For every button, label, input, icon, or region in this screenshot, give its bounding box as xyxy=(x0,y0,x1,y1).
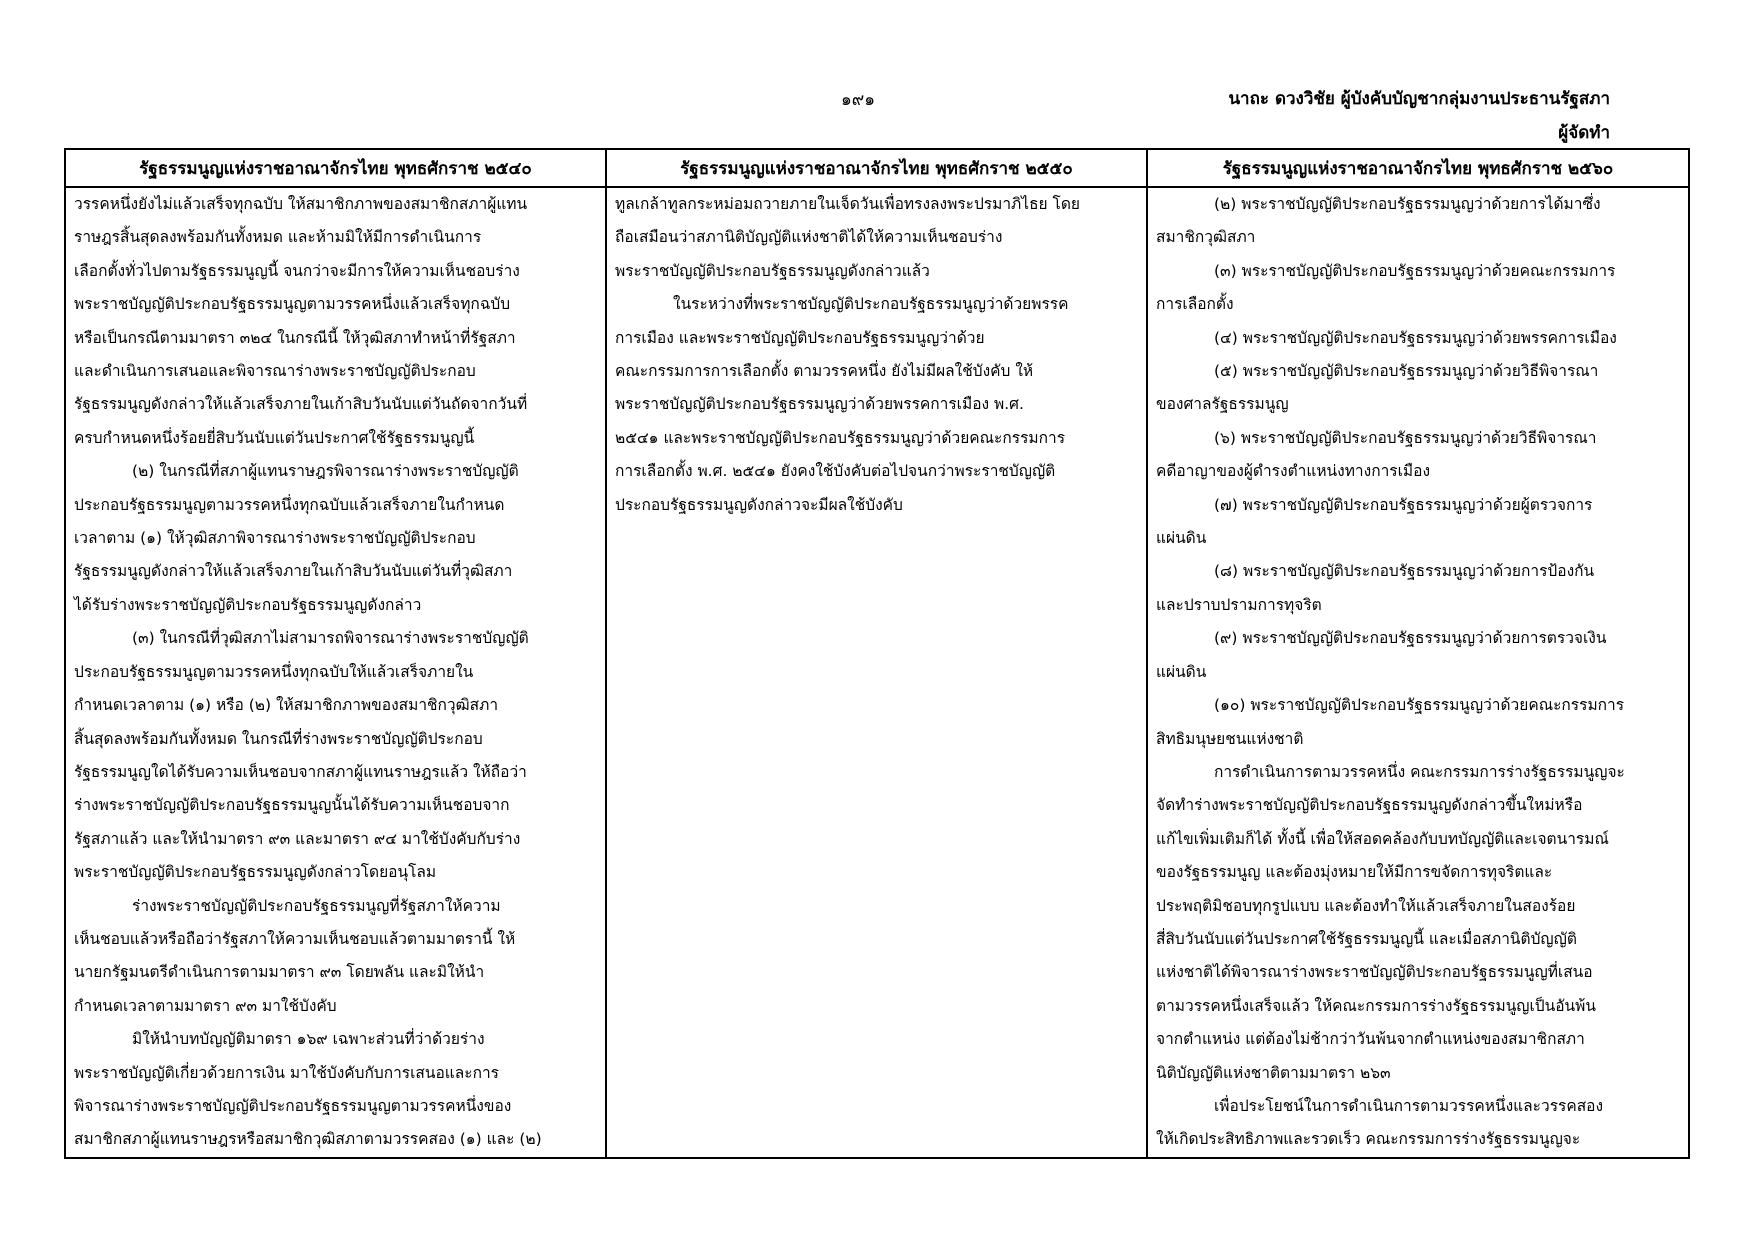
text-line: ครบกำหนดหนึ่งร้อยยี่สิบวันนับแต่วันประกาศใช้รัฐธรรมนูญนี้ xyxy=(74,428,475,447)
text-line: นายกรัฐมนตรีดำเนินการตามมาตรา ๙๓ โดยพลัน และมิให้นำ xyxy=(74,963,485,982)
text-line: การเลือกตั้ง xyxy=(1156,295,1234,314)
text-line: สี่สิบวันนับแต่วันประกาศใช้รัฐธรรมนูญนี้ และเมื่อสภานิติบัญญัติ xyxy=(1156,929,1577,948)
preparer-name: นาถะ ดวงวิชัย ผู้บังคับบัญชากลุ่มงานประธานรัฐสภา xyxy=(1228,89,1610,109)
text-line: การเลือกตั้ง พ.ศ. ๒๕๔๑ ยังคงใช้บังคับต่อไปจนกว่าพระราชบัญญัติ xyxy=(615,462,1056,481)
text-line: เห็นชอบแล้วหรือถือว่ารัฐสภาให้ความเห็นชอบแล้วตามมาตรานี้ ให้ xyxy=(74,929,516,948)
text-line: ของรัฐธรรมนูญ และต้องมุ่งหมายให้มีการขจัดการทุจริตและ xyxy=(1156,863,1553,882)
text-line: คดีอาญาของผู้ดำรงตำแหน่งทางการเมือง xyxy=(1156,462,1431,481)
header-constitution-2560: รัฐธรรมนูญแห่งราชอาณาจักรไทย พุทธศักราช ๒๕๖๐ xyxy=(1147,149,1689,187)
column-2550-text xyxy=(606,187,1147,1158)
text-line: ให้เกิดประสิทธิภาพและรวดเร็ว คณะกรรมการร่างรัฐธรรมนูญจะ xyxy=(1156,1130,1581,1149)
text-line: (๖) พระราชบัญญัติประกอบรัฐธรรมนูญว่าด้วยวิธีพิจารณา xyxy=(1214,428,1597,447)
text-line: แผ่นดิน xyxy=(1156,529,1207,548)
text-line: (๕) พระราชบัญญัติประกอบรัฐธรรมนูญว่าด้วยวิธีพิจารณา xyxy=(1214,362,1599,381)
text-line: คณะกรรมการการเลือกตั้ง ตามวรรคหนึ่ง ยังไม่มีผลใช้บังคับ ให้ xyxy=(615,362,1034,381)
header-constitution-2540: รัฐธรรมนูญแห่งราชอาณาจักรไทย พุทธศักราช ๒๕๔๐ xyxy=(65,149,606,187)
text-line: (๓) ในกรณีที่วุฒิสภาไม่สามารถพิจารณาร่างพระราชบัญญัติ xyxy=(132,629,529,648)
text-line: ประกอบรัฐธรรมนูญตามวรรคหนึ่งทุกฉบับแล้วเสร็จภายในกำหนด xyxy=(74,495,505,514)
header-constitution-2550: รัฐธรรมนูญแห่งราชอาณาจักรไทย พุทธศักราช ๒๕๕๐ xyxy=(606,149,1147,187)
text-line: ร่างพระราชบัญญัติประกอบรัฐธรรมนูญที่รัฐสภาให้ความ xyxy=(132,896,501,915)
text-line: รัฐธรรมนูญดังกล่าวให้แล้วเสร็จภายในเก้าสิบวันนับแต่วันถัดจากวันที่ xyxy=(74,395,528,414)
text-line: และปราบปรามการทุจริต xyxy=(1156,595,1322,614)
text-line: จัดทำร่างพระราชบัญญัติประกอบรัฐธรรมนูญดังกล่าวขึ้นใหม่หรือ xyxy=(1156,796,1583,815)
text-line: หรือเป็นกรณีตามมาตรา ๓๒๔ ในกรณีนี้ ให้วุฒิสภาทำหน้าที่รัฐสภา xyxy=(74,328,516,347)
text-line: (๙) พระราชบัญญัติประกอบรัฐธรรมนูญว่าด้วยการตรวจเงิน xyxy=(1214,629,1607,648)
column-2560-text xyxy=(1147,187,1689,1158)
text-line: แก้ไขเพิ่มเติมก็ได้ ทั้งนี้ เพื่อให้สอดคล้องกับบทบัญญัติและเจตนารมณ์ xyxy=(1156,829,1609,848)
text-line: (๘) พระราชบัญญัติประกอบรัฐธรรมนูญว่าด้วยการป้องกัน xyxy=(1214,562,1595,581)
text-line: การดำเนินการตามวรรคหนึ่ง คณะกรรมการร่างรัฐธรรมนูญจะ xyxy=(1214,762,1625,781)
table-header-row xyxy=(65,149,1689,187)
text-line: (๗) พระราชบัญญัติประกอบรัฐธรรมนูญว่าด้วยผู้ตรวจการ xyxy=(1214,495,1593,514)
text-line: (๔) พระราชบัญญัติประกอบรัฐธรรมนูญว่าด้วยพรรคการเมือง xyxy=(1214,328,1617,347)
text-line: เลือกตั้งทั่วไปตามรัฐธรรมนูญนี้ จนกว่าจะมีการให้ความเห็นชอบร่าง xyxy=(74,261,520,280)
preparer-block xyxy=(1228,82,1610,150)
text-line: พระราชบัญญัติเกี่ยวด้วยการเงิน มาใช้บังคับกับการเสนอและการ xyxy=(74,1063,500,1082)
text-line: ๒๕๔๑ และพระราชบัญญัติประกอบรัฐธรรมนูญว่าด้วยคณะกรรมการ xyxy=(615,428,1066,447)
text-line: ได้รับร่างพระราชบัญญัติประกอบรัฐธรรมนูญดังกล่าว xyxy=(74,595,422,614)
text-line: สิทธิมนุษยชนแห่งชาติ xyxy=(1156,729,1304,748)
text-line: พระราชบัญญัติประกอบรัฐธรรมนูญตามวรรคหนึ่งแล้วเสร็จทุกฉบับ xyxy=(74,295,511,314)
text-line: กำหนดเวลาตาม (๑) หรือ (๒) ให้สมาชิกภาพของสมาชิกวุฒิสภา xyxy=(74,696,499,715)
text-line: รัฐสภาแล้ว และให้นำมาตรา ๙๓ และมาตรา ๙๔ มาใช้บังคับกับร่าง xyxy=(74,829,521,848)
text-line: (๒) ในกรณีที่สภาผู้แทนราษฎรพิจารณาร่างพระราชบัญญัติ xyxy=(132,462,519,481)
text-line: แผ่นดิน xyxy=(1156,662,1207,681)
table-body-row xyxy=(65,187,1689,1158)
text-line: ทูลเกล้าทูลกระหม่อมถวายภายในเจ็ดวันเพื่อทรงลงพระปรมาภิไธย โดย xyxy=(615,195,1081,213)
text-line: เพื่อประโยชน์ในการดำเนินการตามวรรคหนึ่งและวรรคสอง xyxy=(1214,1096,1604,1115)
column-2540-text xyxy=(65,187,606,1158)
text-line: รัฐธรรมนูญดังกล่าวให้แล้วเสร็จภายในเก้าสิบวันนับแต่วันที่วุฒิสภา xyxy=(74,562,513,581)
text-line: สิ้นสุดลงพร้อมกันทั้งหมด ในกรณีที่ร่างพระราชบัญญัติประกอบ xyxy=(74,729,483,748)
text-line: พิจารณาร่างพระราชบัญญัติประกอบรัฐธรรมนูญตามวรรคหนึ่งของ xyxy=(74,1096,512,1115)
text-line: ประกอบรัฐธรรมนูญดังกล่าวจะมีผลใช้บังคับ xyxy=(615,495,903,514)
text-line: ร่างพระราชบัญญัติประกอบรัฐธรรมนูญนั้นได้รับความเห็นชอบจาก xyxy=(74,796,510,815)
text-line: ราษฎรสิ้นสุดลงพร้อมกันทั้งหมด และห้ามมิให้มีการดำเนินการ xyxy=(74,228,482,247)
text-line: มิให้นำบทบัญญัติมาตรา ๑๖๙ เฉพาะส่วนที่ว่าด้วยร่าง xyxy=(132,1030,485,1049)
comparison-table xyxy=(64,148,1690,1159)
text-line: จากตำแหน่ง แต่ต้องไม่ช้ากว่าวันพ้นจากตำแหน่งของสมาชิกสภา xyxy=(1156,1030,1585,1049)
text-line: ตามวรรคหนึ่งเสร็จแล้ว ให้คณะกรรมการร่างรัฐธรรมนูญเป็นอันพ้น xyxy=(1156,996,1596,1015)
text-line: ของศาลรัฐธรรมนูญ xyxy=(1156,395,1289,414)
text-line: (๒) พระราชบัญญัติประกอบรัฐธรรมนูญว่าด้วยการได้มาซึ่ง xyxy=(1214,195,1601,213)
text-line: การเมือง และพระราชบัญญัติประกอบรัฐธรรมนูญว่าด้วย xyxy=(615,328,985,347)
text-line: สมาชิกสภาผู้แทนราษฎรหรือสมาชิกวุฒิสภาตามวรรคสอง (๑) และ (๒) xyxy=(74,1130,542,1149)
text-line: วรรคหนึ่งยังไม่แล้วเสร็จทุกฉบับ ให้สมาชิกภาพของสมาชิกสภาผู้แทน xyxy=(74,195,528,213)
text-line: พระราชบัญญัติประกอบรัฐธรรมนูญดังกล่าวโดยอนุโลม xyxy=(74,863,437,882)
text-line: และดำเนินการเสนอและพิจารณาร่างพระราชบัญญัติประกอบ xyxy=(74,362,476,381)
text-line: รัฐธรรมนูญใดได้รับความเห็นชอบจากสภาผู้แทนราษฎรแล้ว ให้ถือว่า xyxy=(74,762,527,781)
text-line: สมาชิกวุฒิสภา xyxy=(1156,228,1256,247)
preparer-role: ผู้จัดทำ xyxy=(1558,123,1610,143)
text-line: (๓) พระราชบัญญัติประกอบรัฐธรรมนูญว่าด้วยคณะกรรมการ xyxy=(1214,261,1616,280)
page-number: ๑๙๑ xyxy=(840,90,876,110)
text-line: พระราชบัญญัติประกอบรัฐธรรมนูญดังกล่าวแล้ว xyxy=(615,261,930,280)
text-line: ประกอบรัฐธรรมนูญตามวรรคหนึ่งทุกฉบับให้แล้วเสร็จภายใน xyxy=(74,662,474,681)
text-line: นิติบัญญัติแห่งชาติตามมาตรา ๒๖๓ xyxy=(1156,1063,1391,1082)
text-line: แห่งชาติได้พิจารณาร่างพระราชบัญญัติประกอบรัฐธรรมนูญที่เสนอ xyxy=(1156,963,1593,982)
text-line: เวลาตาม (๑) ให้วุฒิสภาพิจารณาร่างพระราชบัญญัติประกอบ xyxy=(74,529,476,548)
text-line: ถือเสมือนว่าสภานิติบัญญัติแห่งชาติได้ให้ความเห็นชอบร่าง xyxy=(615,228,1003,247)
text-line: กำหนดเวลาตามมาตรา ๙๓ มาใช้บังคับ xyxy=(74,996,337,1015)
text-line: (๑๐) พระราชบัญญัติประกอบรัฐธรรมนูญว่าด้วยคณะกรรมการ xyxy=(1214,696,1625,715)
text-line: ประพฤติมิชอบทุกรูปแบบ และต้องทำให้แล้วเสร็จภายในสองร้อย xyxy=(1156,896,1576,915)
text-line: ในระหว่างที่พระราชบัญญัติประกอบรัฐธรรมนูญว่าด้วยพรรค xyxy=(673,295,1069,314)
text-line: พระราชบัญญัติประกอบรัฐธรรมนูญว่าด้วยพรรคการเมือง พ.ศ. xyxy=(615,395,1024,414)
